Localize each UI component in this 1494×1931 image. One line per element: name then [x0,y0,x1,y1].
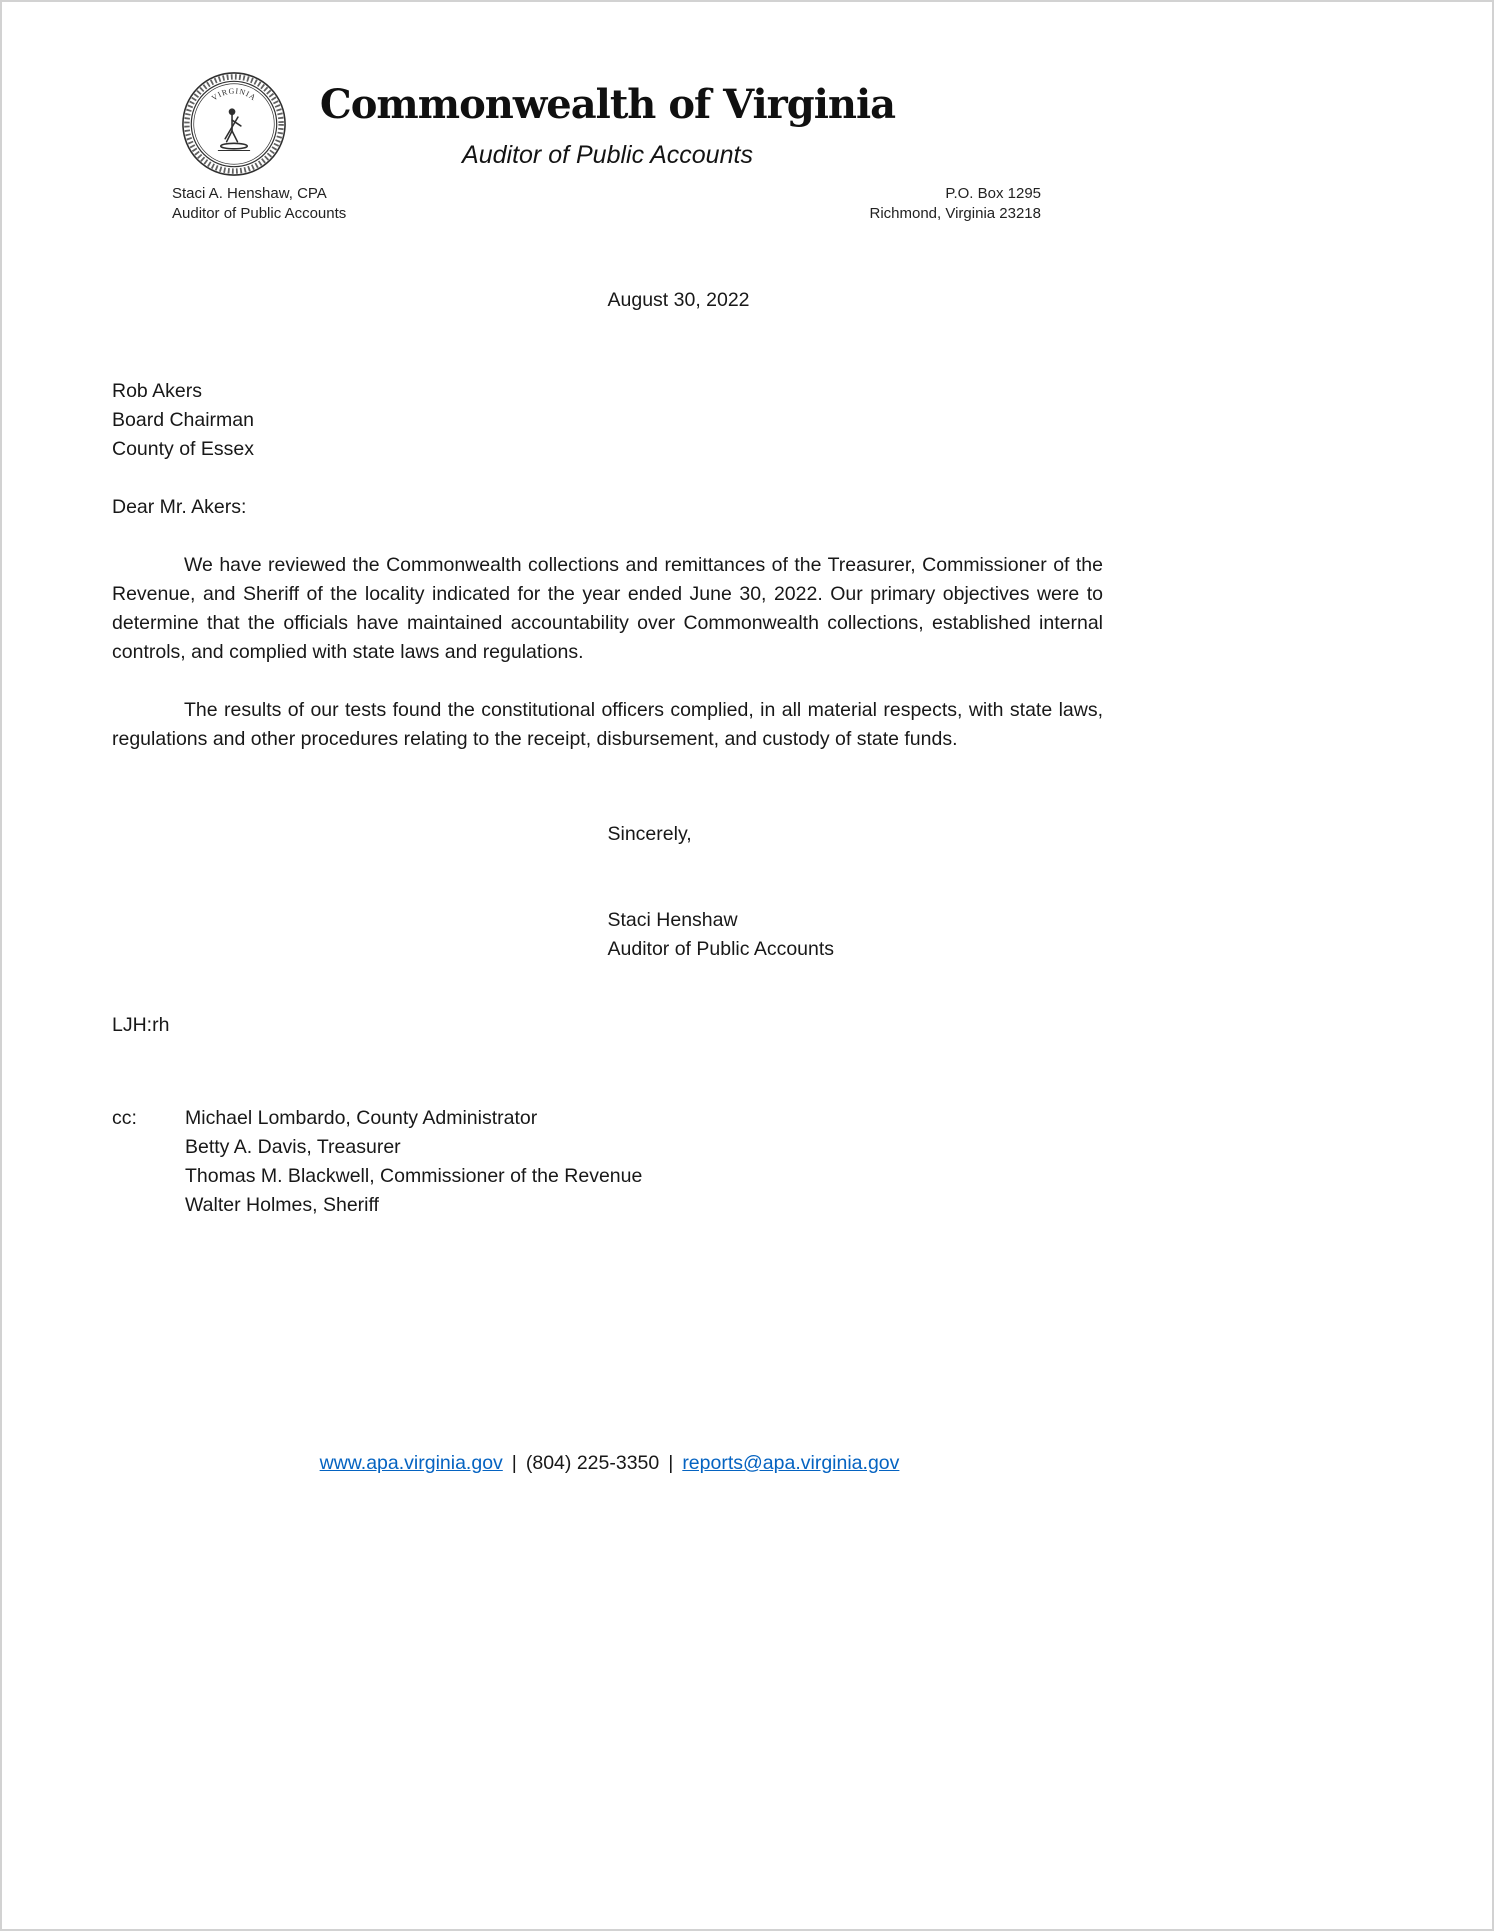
address-line1: P.O. Box 1295 [945,185,1041,202]
footer-separator: | [511,1452,517,1474]
address-line2: Richmond, Virginia 23218 [869,205,1041,222]
signature-name: Staci Henshaw [607,909,738,931]
email-link[interactable]: reports@apa.virginia.gov [682,1452,900,1474]
official-name: Staci A. Henshaw, CPA [172,185,327,202]
footer [112,1449,1107,1478]
address-block [870,184,1042,224]
body-paragraph-2: The results of our tests found the constitutional officers complied, in all material respects, with state laws, regulations and other procedures relating to the receipt, disbursement, and custody of state funds. [112,699,1103,750]
recipient-title: Board Chairman [112,409,254,431]
cc-list [185,1104,642,1220]
official-title: Auditor of Public Accounts [172,205,347,222]
cc-recipient: Betty A. Davis, Treasurer [185,1136,401,1158]
letterhead-info [172,184,1041,224]
virginia-state-seal-icon [180,70,288,178]
cc-recipient: Michael Lombardo, County Administrator [185,1107,538,1129]
svg-text:VIRGINIA [210,86,258,102]
reference-initials: LJH:rh [112,1014,170,1036]
recipient-block [112,377,1103,464]
date-line: August 30, 2022 [607,289,750,311]
footer-separator: | [668,1452,674,1474]
recipient-name: Rob Akers [112,380,202,402]
signature-block [112,906,1103,964]
website-link[interactable]: www.apa.virginia.gov [319,1452,503,1474]
signature-title: Auditor of Public Accounts [607,938,835,960]
recipient-locality: County of Essex [112,438,254,460]
letterhead-title: Commonwealth of Virginia [319,81,896,128]
body-paragraph-1: We have reviewed the Commonwealth collections and remittances of the Treasurer, Commissioner of the Revenue, and Sheriff of the locality indicated for the year ended June 30, 2022. Our primary objectives were to determine that the officials have maintained accountability over Commonwealth collections, established internal controls, and complied with state laws and regulations. [112,554,1103,663]
cc-recipient: Thomas M. Blackwell, Commissioner of the Revenue [185,1165,643,1187]
phone-number: (804) 225-3350 [525,1452,660,1474]
letter-content [2,2,1492,1220]
closing: Sincerely, [607,823,692,845]
cc-block [112,1104,1103,1220]
letterhead [112,2,1103,224]
cc-recipient: Walter Holmes, Sheriff [185,1194,379,1216]
salutation: Dear Mr. Akers: [112,496,247,518]
cc-label: cc: [112,1107,137,1129]
letterhead-subtitle: Auditor of Public Accounts [462,141,753,169]
seal-text: VIRGINIA [209,86,259,103]
official-block [172,184,346,224]
